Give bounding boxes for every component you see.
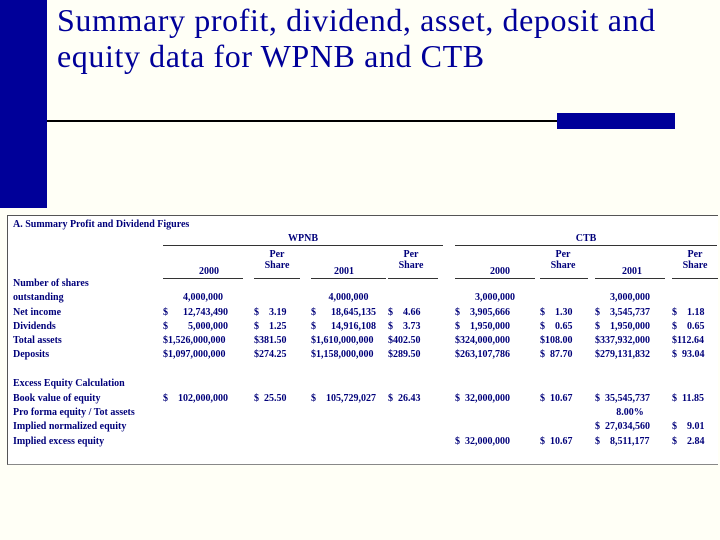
table-cell: $ 11.85 <box>672 393 704 404</box>
table-cell: $ 2.84 <box>672 436 705 447</box>
per-label: Per <box>269 249 285 260</box>
table-cell: $ 35,545,737 <box>595 393 650 404</box>
table-cell: $ 0.65 <box>540 321 573 332</box>
table-cell: $ 5,000,000 <box>163 321 228 332</box>
table-cell: $ 27,034,560 <box>595 421 650 432</box>
underline-ctb-2000 <box>455 278 535 279</box>
wpnb-underline <box>163 245 443 246</box>
row-label: Excess Equity Calculation <box>13 378 125 389</box>
per-share-header-ctb-2001 <box>672 249 718 271</box>
table-cell: $ 1,950,000 <box>455 321 510 332</box>
row-label: Implied normalized equity <box>13 421 127 432</box>
table-cell: $324,000,000 <box>455 335 510 346</box>
col-year-ctb-2000: 2000 <box>490 266 510 277</box>
table-cell: $ 9.01 <box>672 421 705 432</box>
table-cell: 4,000,000 <box>183 292 223 303</box>
table-cell: $ 0.65 <box>672 321 705 332</box>
per-label: Per <box>687 249 703 260</box>
table-cell: $ 1,950,000 <box>595 321 650 332</box>
title-rule-block <box>557 113 675 129</box>
row-label: Deposits <box>13 349 50 360</box>
underline-ctb-ps-2000 <box>540 278 588 279</box>
left-accent-bar <box>0 0 47 208</box>
table-cell: 8.00% <box>616 407 644 418</box>
underline-wpnb-2000 <box>163 278 243 279</box>
row-label: Book value of equity <box>13 393 101 404</box>
table-cell: 4,000,000 <box>328 292 369 303</box>
table-cell: $381.50 <box>254 335 287 346</box>
table-cell: $1,158,000,000 <box>311 349 374 360</box>
table-cell: $ 1.30 <box>540 307 573 318</box>
underline-ctb-ps-2001 <box>672 278 718 279</box>
table-cell: $ 8,511,177 <box>595 436 650 447</box>
table-cell: $ 10.67 <box>540 393 573 404</box>
table-cell: $108.00 <box>540 335 573 346</box>
table-cell: $ 10.67 <box>540 436 573 447</box>
table-cell: $402.50 <box>388 335 421 346</box>
table-cell: $279,131,832 <box>595 349 650 360</box>
per-share-header-wpnb-2000 <box>254 249 300 271</box>
share-label: Share <box>550 260 576 271</box>
table-cell: $ 18,645,135 <box>311 307 376 318</box>
row-label: outstanding <box>13 292 64 303</box>
per-share-header-ctb-2000 <box>540 249 586 271</box>
table-cell: $ 87.70 <box>540 349 573 360</box>
table-cell: $ 32,000,000 <box>455 436 510 447</box>
row-label: Total assets <box>13 335 62 346</box>
share-label: Share <box>264 260 290 271</box>
bank-header-wpnb: WPNB <box>288 233 318 244</box>
ctb-underline <box>455 245 717 246</box>
slide-title: Summary profit, dividend, asset, deposit and equity data for WPNB and CTB <box>57 2 656 74</box>
per-share-header-wpnb-2001 <box>388 249 434 271</box>
row-label: Pro forma equity / Tot assets <box>13 407 135 418</box>
share-label: Share <box>682 260 708 271</box>
section-heading: A. Summary Profit and Dividend Figures <box>13 219 190 230</box>
col-year-wpnb-2000: 2000 <box>199 266 219 277</box>
table-cell: $ 3.19 <box>254 307 287 318</box>
table-cell: $289.50 <box>388 349 421 360</box>
table-cell: $ 3,545,737 <box>595 307 650 318</box>
underline-ctb-2001 <box>595 278 665 279</box>
table-cell: $1,526,000,000 <box>163 335 226 346</box>
underline-wpnb-ps-2001 <box>388 278 438 279</box>
col-year-wpnb-2001: 2001 <box>334 266 354 277</box>
table-cell: $112.64 <box>672 335 704 346</box>
table-cell: $ 3.73 <box>388 321 421 332</box>
table-cell: $ 93.04 <box>672 349 705 360</box>
per-label: Per <box>403 249 419 260</box>
table-cell: $ 14,916,108 <box>311 321 376 332</box>
share-label: Share <box>398 260 424 271</box>
table-cell: $ 4.66 <box>388 307 421 318</box>
row-label: Net income <box>13 307 62 318</box>
table-cell: $ 102,000,000 <box>163 393 228 404</box>
table-cell: $ 26.43 <box>388 393 421 404</box>
col-year-ctb-2001: 2001 <box>622 266 642 277</box>
title-rule <box>47 120 557 122</box>
table-cell: $ 3,905,666 <box>455 307 510 318</box>
per-label: Per <box>555 249 571 260</box>
underline-wpnb-ps-2000 <box>254 278 300 279</box>
row-label: Implied excess equity <box>13 436 105 447</box>
table-cell: $ 1.25 <box>254 321 287 332</box>
row-label: Dividends <box>13 321 56 332</box>
table-cell: $274.25 <box>254 349 287 360</box>
table-cell: 3,000,000 <box>610 292 650 303</box>
row-label: Number of shares <box>13 278 89 289</box>
table-cell: $263,107,786 <box>455 349 510 360</box>
table-cell: $ 32,000,000 <box>455 393 510 404</box>
table-cell: $ 1.18 <box>672 307 705 318</box>
table-cell: 3,000,000 <box>475 292 515 303</box>
table-cell: $1,610,000,000 <box>311 335 374 346</box>
underline-wpnb-2001 <box>311 278 386 279</box>
table-cell: $ 105,729,027 <box>311 393 376 404</box>
table-cell: $1,097,000,000 <box>163 349 226 360</box>
table-cell: $ 12,743,490 <box>163 307 228 318</box>
summary-table <box>7 215 718 465</box>
table-cell: $337,932,000 <box>595 335 650 346</box>
bank-header-ctb: CTB <box>575 233 597 244</box>
table-cell: $ 25.50 <box>254 393 287 404</box>
